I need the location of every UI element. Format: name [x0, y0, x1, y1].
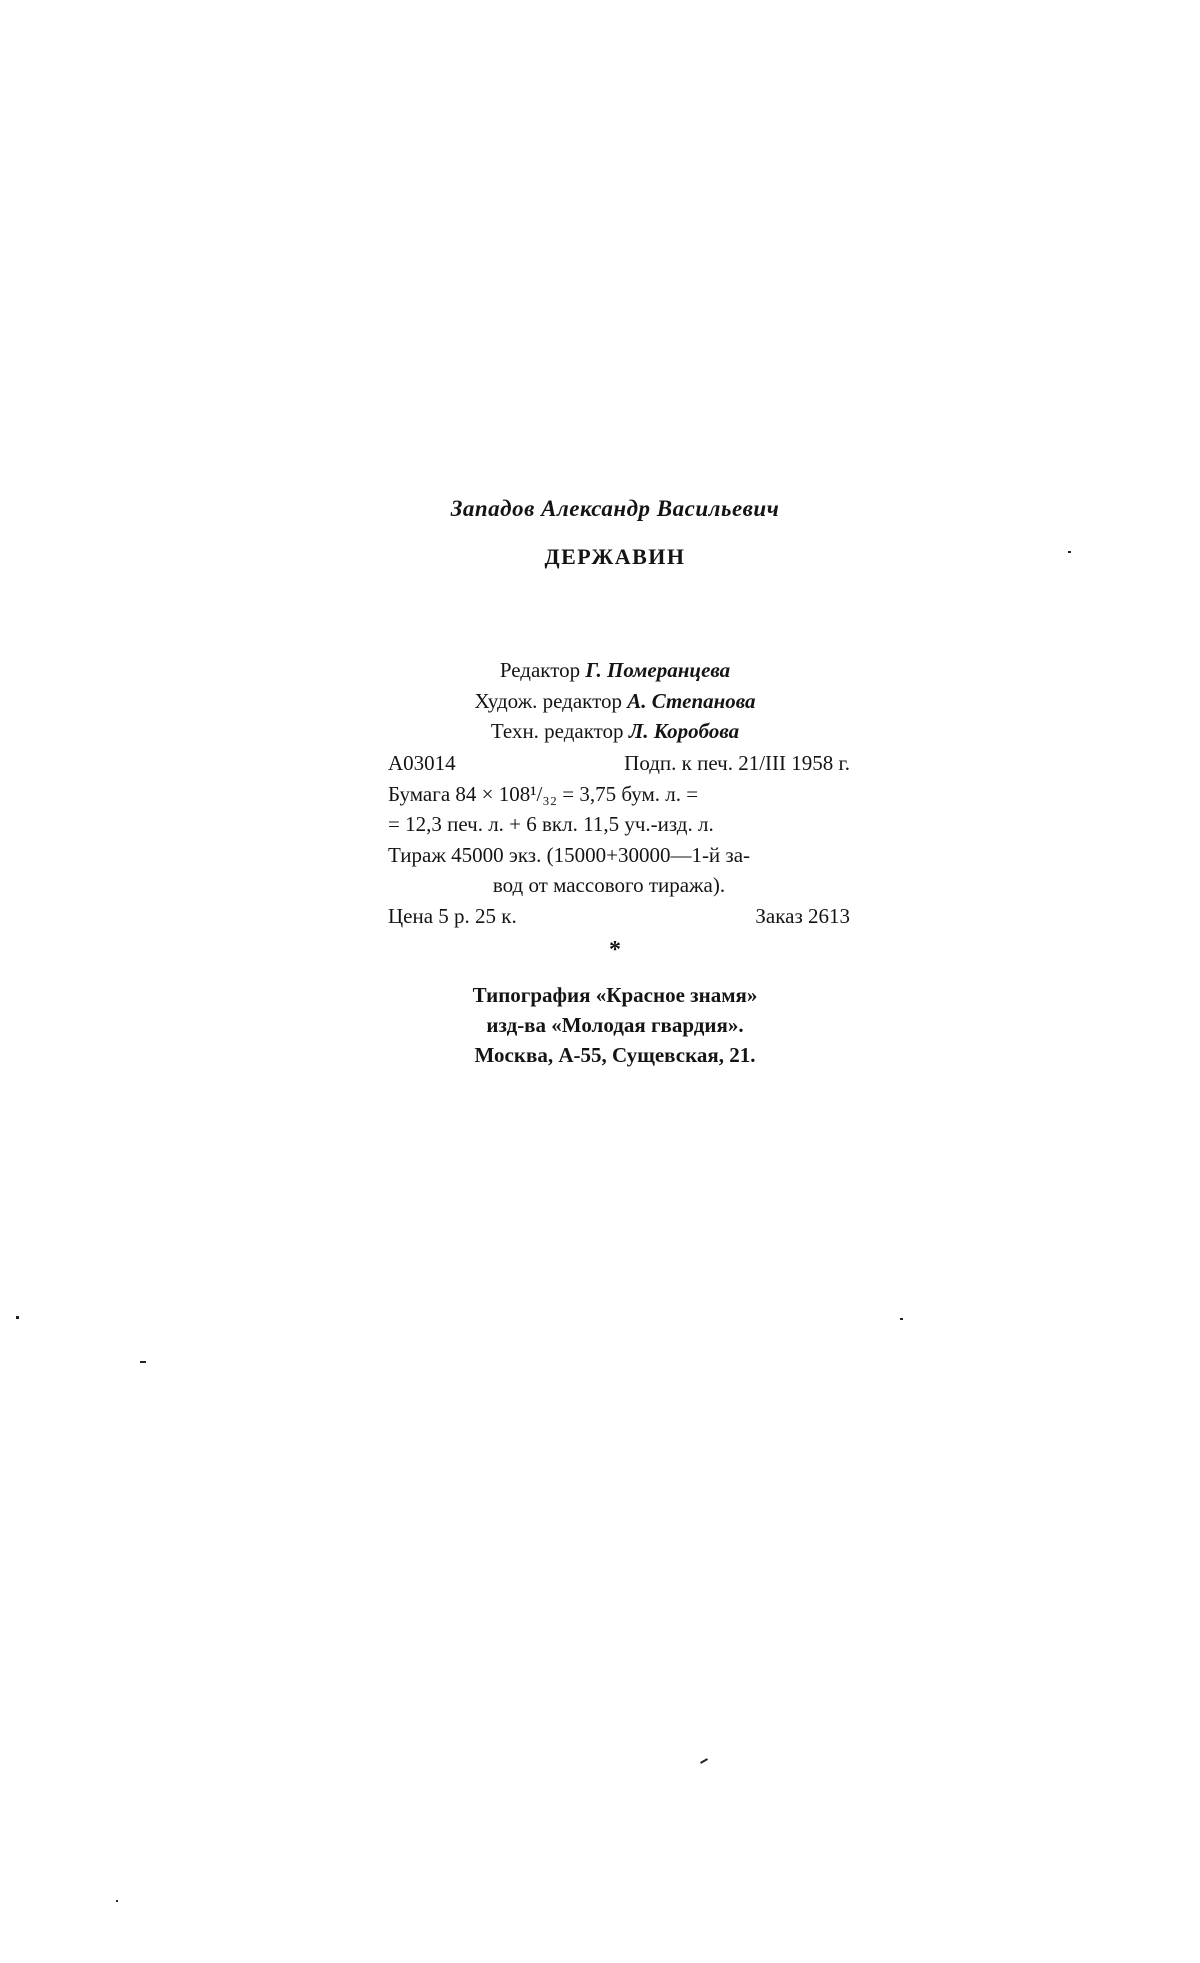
credit-role: Техн. редактор	[490, 719, 624, 743]
credit-art-editor	[380, 689, 850, 713]
scan-speck	[1068, 551, 1071, 553]
printer-line-3: Москва, А-55, Сущевская, 21.	[474, 1043, 756, 1067]
printer-line-1: Типография «Красное знамя»	[472, 983, 758, 1007]
scan-speck	[140, 1361, 146, 1363]
paper-line-1	[388, 782, 850, 806]
scan-speck	[116, 1900, 118, 1902]
scan-speck	[900, 1318, 903, 1320]
scan-speck	[700, 1758, 708, 1764]
paper-text: = 12,3 печ. л. + 6 вкл. 11,5 уч.-изд. л.	[388, 812, 714, 836]
print-run-text: Тираж 45000 экз. (15000+30000—1-й за-	[388, 843, 751, 867]
author-name: Западов Александр Васильевич	[450, 496, 780, 521]
print-run-line-1	[388, 843, 850, 867]
credit-role: Редактор	[499, 658, 581, 682]
order-number: Заказ 2613	[755, 904, 850, 928]
credit-person: Л. Коробова	[628, 719, 740, 743]
credit-role: Худож. редактор	[474, 689, 622, 713]
separator-asterisk: *	[609, 937, 621, 963]
credit-person: Г. Померанцева	[585, 658, 731, 682]
book-title: ДЕРЖАВИН	[544, 544, 686, 569]
paper-text: Бумага 84 × 108¹/₃₂ = 3,75 бум. л. =	[388, 782, 699, 806]
printer-line-2: изд-ва «Молодая гвардия».	[486, 1013, 744, 1037]
imprint-signed: Подп. к печ. 21/III 1958 г.	[624, 751, 850, 775]
paper-line-2	[388, 812, 850, 836]
credit-editor	[380, 658, 850, 682]
price-order-row	[388, 904, 850, 928]
credit-person: А. Степанова	[627, 689, 756, 713]
scan-speck	[16, 1316, 19, 1319]
imprint-code-row	[388, 751, 850, 775]
credit-tech-editor	[380, 719, 850, 743]
imprint-code: А03014	[388, 751, 456, 775]
price: Цена 5 р. 25 к.	[388, 904, 517, 928]
print-run-line-2: вод от массового тиража).	[492, 873, 726, 897]
